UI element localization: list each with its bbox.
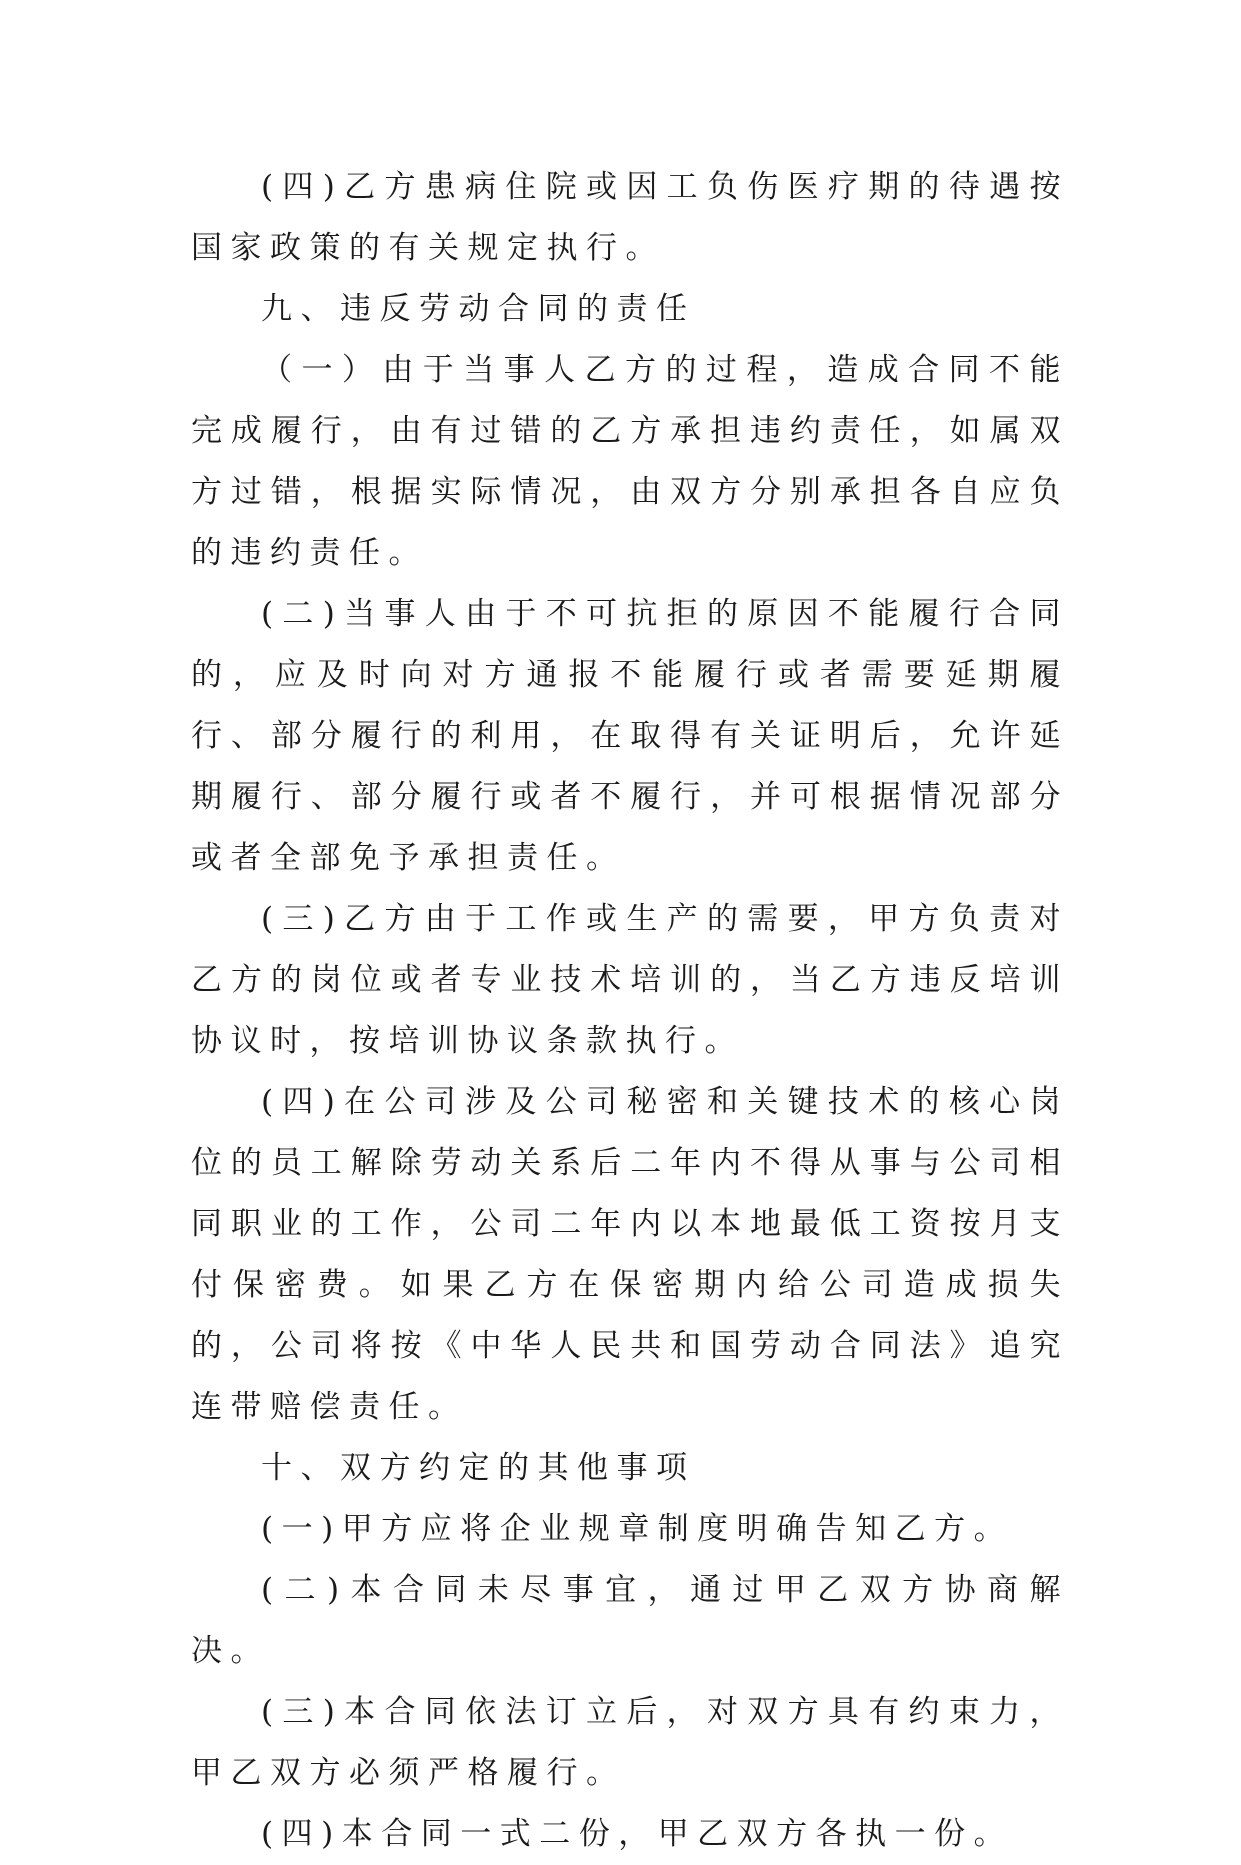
document-body <box>191 157 1069 1865</box>
paragraph-unresolved-matters: (二)本合同未尽事宜，通过甲乙双方协商解决。 <box>191 1572 1069 1669</box>
paragraph-copies: (四)本合同一式二份，甲乙双方各执一份。 <box>261 1816 1014 1852</box>
paragraph-company-rules: (一)甲方应将企业规章制度明确告知乙方。 <box>261 1511 1014 1547</box>
paragraph-breach-fault: （一）由于当事人乙方的过程，造成合同不能完成履行，由有过错的乙方承担违约责任，如属双方过错，根据实际情况，由双方分别承担各自应负的违约责任。 <box>191 352 1069 571</box>
paragraph-confidentiality: (四)在公司涉及公司秘密和关键技术的核心岗位的员工解除劳动关系后二年内不得从事与公司相同职业的工作，公司二年内以本地最低工资按月支付保密费。如果乙方在保密期内给公司造成损失的，公司将按《中华人民共和国劳动合同法》追究连带赔偿责任。 <box>191 1084 1069 1425</box>
section-heading-other-matters: 十、双方约定的其他事项 <box>261 1450 696 1486</box>
paragraph-force-majeure: (二)当事人由于不可抗拒的原因不能履行合同的，应及时向对方通报不能履行或者需要延期履行、部分履行的利用，在取得有关证明后，允许延期履行、部分履行或者不履行，并可根据情况部分或者全部免予承担责任。 <box>191 596 1069 876</box>
section-heading-breach-liability: 九、违反劳动合同的责任 <box>261 291 696 327</box>
paragraph-training-agreement: (三)乙方由于工作或生产的需要，甲方负责对乙方的岗位或者专业技术培训的，当乙方违反培训协议时，按培训协议条款执行。 <box>191 901 1069 1059</box>
paragraph-medical-treatment: (四)乙方患病住院或因工负伤医疗期的待遇按国家政策的有关规定执行。 <box>191 169 1069 266</box>
paragraph-binding-force: (三)本合同依法订立后，对双方具有约束力，甲乙双方必须严格履行。 <box>191 1694 1069 1791</box>
